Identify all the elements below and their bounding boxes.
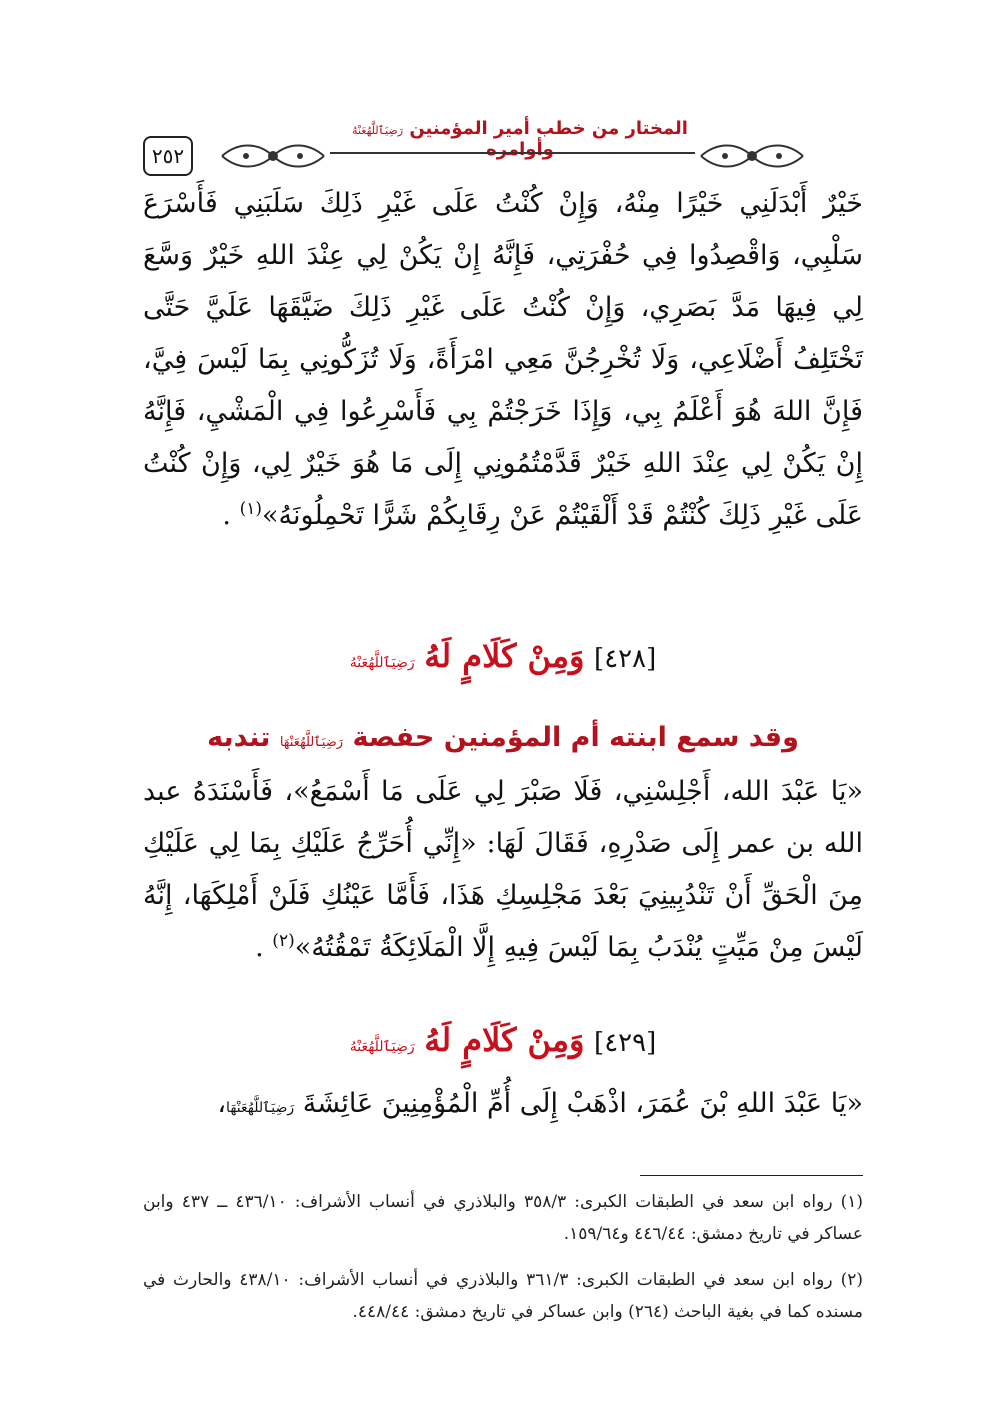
footnote-number-1: (١) — [840, 1192, 863, 1212]
footnote-text-2: رواه ابن سعد في الطبقات الكبرى: ٣٦١/٣ والبلاذري في أنساب الأشراف: ٤٣٨/١٠ والحارث في مسنده كما في بغية الباحث (٢٦٤) وابن عساكر في تاريخ دمشق: ٤٤٨/٤٤. — [143, 1270, 863, 1322]
paragraph-1 — [143, 178, 863, 542]
running-title — [330, 118, 710, 160]
footnote-rule — [640, 1175, 863, 1176]
paragraph-2-end: . — [255, 932, 273, 963]
right-ornament-icon — [697, 138, 807, 174]
paragraph-3-text: «يَا عَبْدَ اللهِ بْنَ عُمَرَ، اذْهَبْ إِلَى أُمِّ الْمُؤْمِنِينَ عَائِشَةَ — [302, 1088, 863, 1119]
footnote-1 — [143, 1186, 863, 1250]
header-rule — [330, 152, 695, 154]
section-honor-429: رَضِيَٱللَّهُعَنْهُ — [349, 1039, 415, 1055]
section-heading-429 — [143, 1018, 863, 1069]
running-title-honor: رَضِيَٱللَّهُعَنْهُ — [352, 124, 404, 137]
subtitle-end: تندبه — [207, 722, 271, 753]
section-subtitle-428 — [143, 716, 863, 765]
section-heading-428 — [143, 634, 863, 685]
section-title-428: وَمِنْ كَلَامٍ لَهُ — [424, 637, 585, 675]
footnote-text-1: رواه ابن سعد في الطبقات الكبرى: ٣٥٨/٣ والبلاذري في أنساب الأشراف: ٤٣٦/١٠ ــ ٤٣٧ وابن عساكر في تاريخ دمشق: ٤٤٦/٤٤ و١٥٩/٦٤. — [143, 1192, 863, 1244]
section-honor-428: رَضِيَٱللَّهُعَنْهُ — [349, 655, 415, 671]
subtitle-honor: رَضِيَٱللَّهُعَنْهَا — [279, 735, 344, 750]
section-number-428: [٤٢٨] — [594, 644, 657, 674]
paragraph-3 — [143, 1078, 863, 1134]
paragraph-3-honor: رَضِيَٱللَّهُعَنْهَا — [226, 1100, 295, 1116]
running-title-end: وأوامره — [486, 139, 554, 160]
running-title-text: المختار من خطب أمير المؤمنين — [409, 118, 688, 139]
paragraph-1-text: خَيْرٌ أَبْدَلَنِي خَيْرًا مِنْهُ، وَإِنْ كُنْتُ عَلَى غَيْرِ ذَلِكَ سَلَبَنِي فَأَسْرَعَ سَلْبِي، وَاقْصِدُوا فِي حُفْرَتِي، فَإِنَّهُ إِنْ يَكُنْ لِي عِنْدَ اللهِ خَيْرٌ وَسَّعَ لِي فِيهَا مَدَّ بَصَرِي، وَإِنْ كُنْتُ عَلَى غَيْرِ ذَلِكَ ضَيَّقَهَا عَلَيَّ حَتَّى تَخْتَلِفُ أَضْلَاعِي، وَلَا تُخْرِجُنَّ مَعِي امْرَأَةً، وَلَا تُزَكُّونِي بِمَا لَيْسَ فِيَّ، فَإِنَّ اللهَ هُوَ أَعْلَمُ بِي، وَإِذَا خَرَجْتُمْ بِي فَأَسْرِعُوا فِي الْمَشْيِ، فَإِنَّهُ إِنْ يَكُنْ لِي عِنْدَ اللهِ خَيْرٌ قَدَّمْتُمُونِي إِلَى مَا هُوَ خَيْرٌ لِي، وَإِنْ كُنْتُ عَلَى غَيْرِ ذَلِكَ كُنْتُمْ قَدْ أَلْقَيْتُمْ عَنْ رِقَابِكُمْ شَرًّا تَحْمِلُونَهُ» — [143, 188, 863, 531]
footnote-2 — [143, 1264, 863, 1328]
paragraph-2 — [143, 766, 863, 974]
paragraph-3-end: ، — [217, 1088, 227, 1119]
section-number-429: [٤٢٩] — [594, 1028, 657, 1058]
paragraph-1-end: . — [222, 500, 240, 531]
footnote-ref-2[interactable]: (٢) — [272, 931, 295, 951]
footnote-number-2: (٢) — [840, 1270, 863, 1290]
paragraph-2-text: «يَا عَبْدَ الله، أَجْلِسْنِي، فَلَا صَبْرَ لِي عَلَى مَا أَسْمَعُ»، فَأَسْنَدَهُ عبد الله بن عمر إِلَى صَدْرِهِ، فَقَالَ لَهَا: «إِنِّي أُحَرِّجُ عَلَيْكِ بِمَا لِي عَلَيْكِ مِنَ الْحَقِّ أَنْ تَنْدُبِينِيَ بَعْدَ مَجْلِسِكِ هَذَا، فَأَمَّا عَيْنُكِ فَلَنْ أَمْلِكَهَا، إِنَّهُ لَيْسَ مِنْ مَيِّتٍ يُنْدَبُ بِمَا لَيْسَ فِيهِ إِلَّا الْمَلَائِكَةُ تَمْقُتُهُ» — [143, 776, 863, 963]
page-number: ٢٥٢ — [143, 136, 193, 176]
left-ornament-icon — [218, 138, 328, 174]
footnote-ref-1[interactable]: (١) — [239, 499, 262, 519]
section-title-429: وَمِنْ كَلَامٍ لَهُ — [424, 1021, 585, 1059]
subtitle-text: وقد سمع ابنته أم المؤمنين حفصة — [352, 722, 799, 753]
